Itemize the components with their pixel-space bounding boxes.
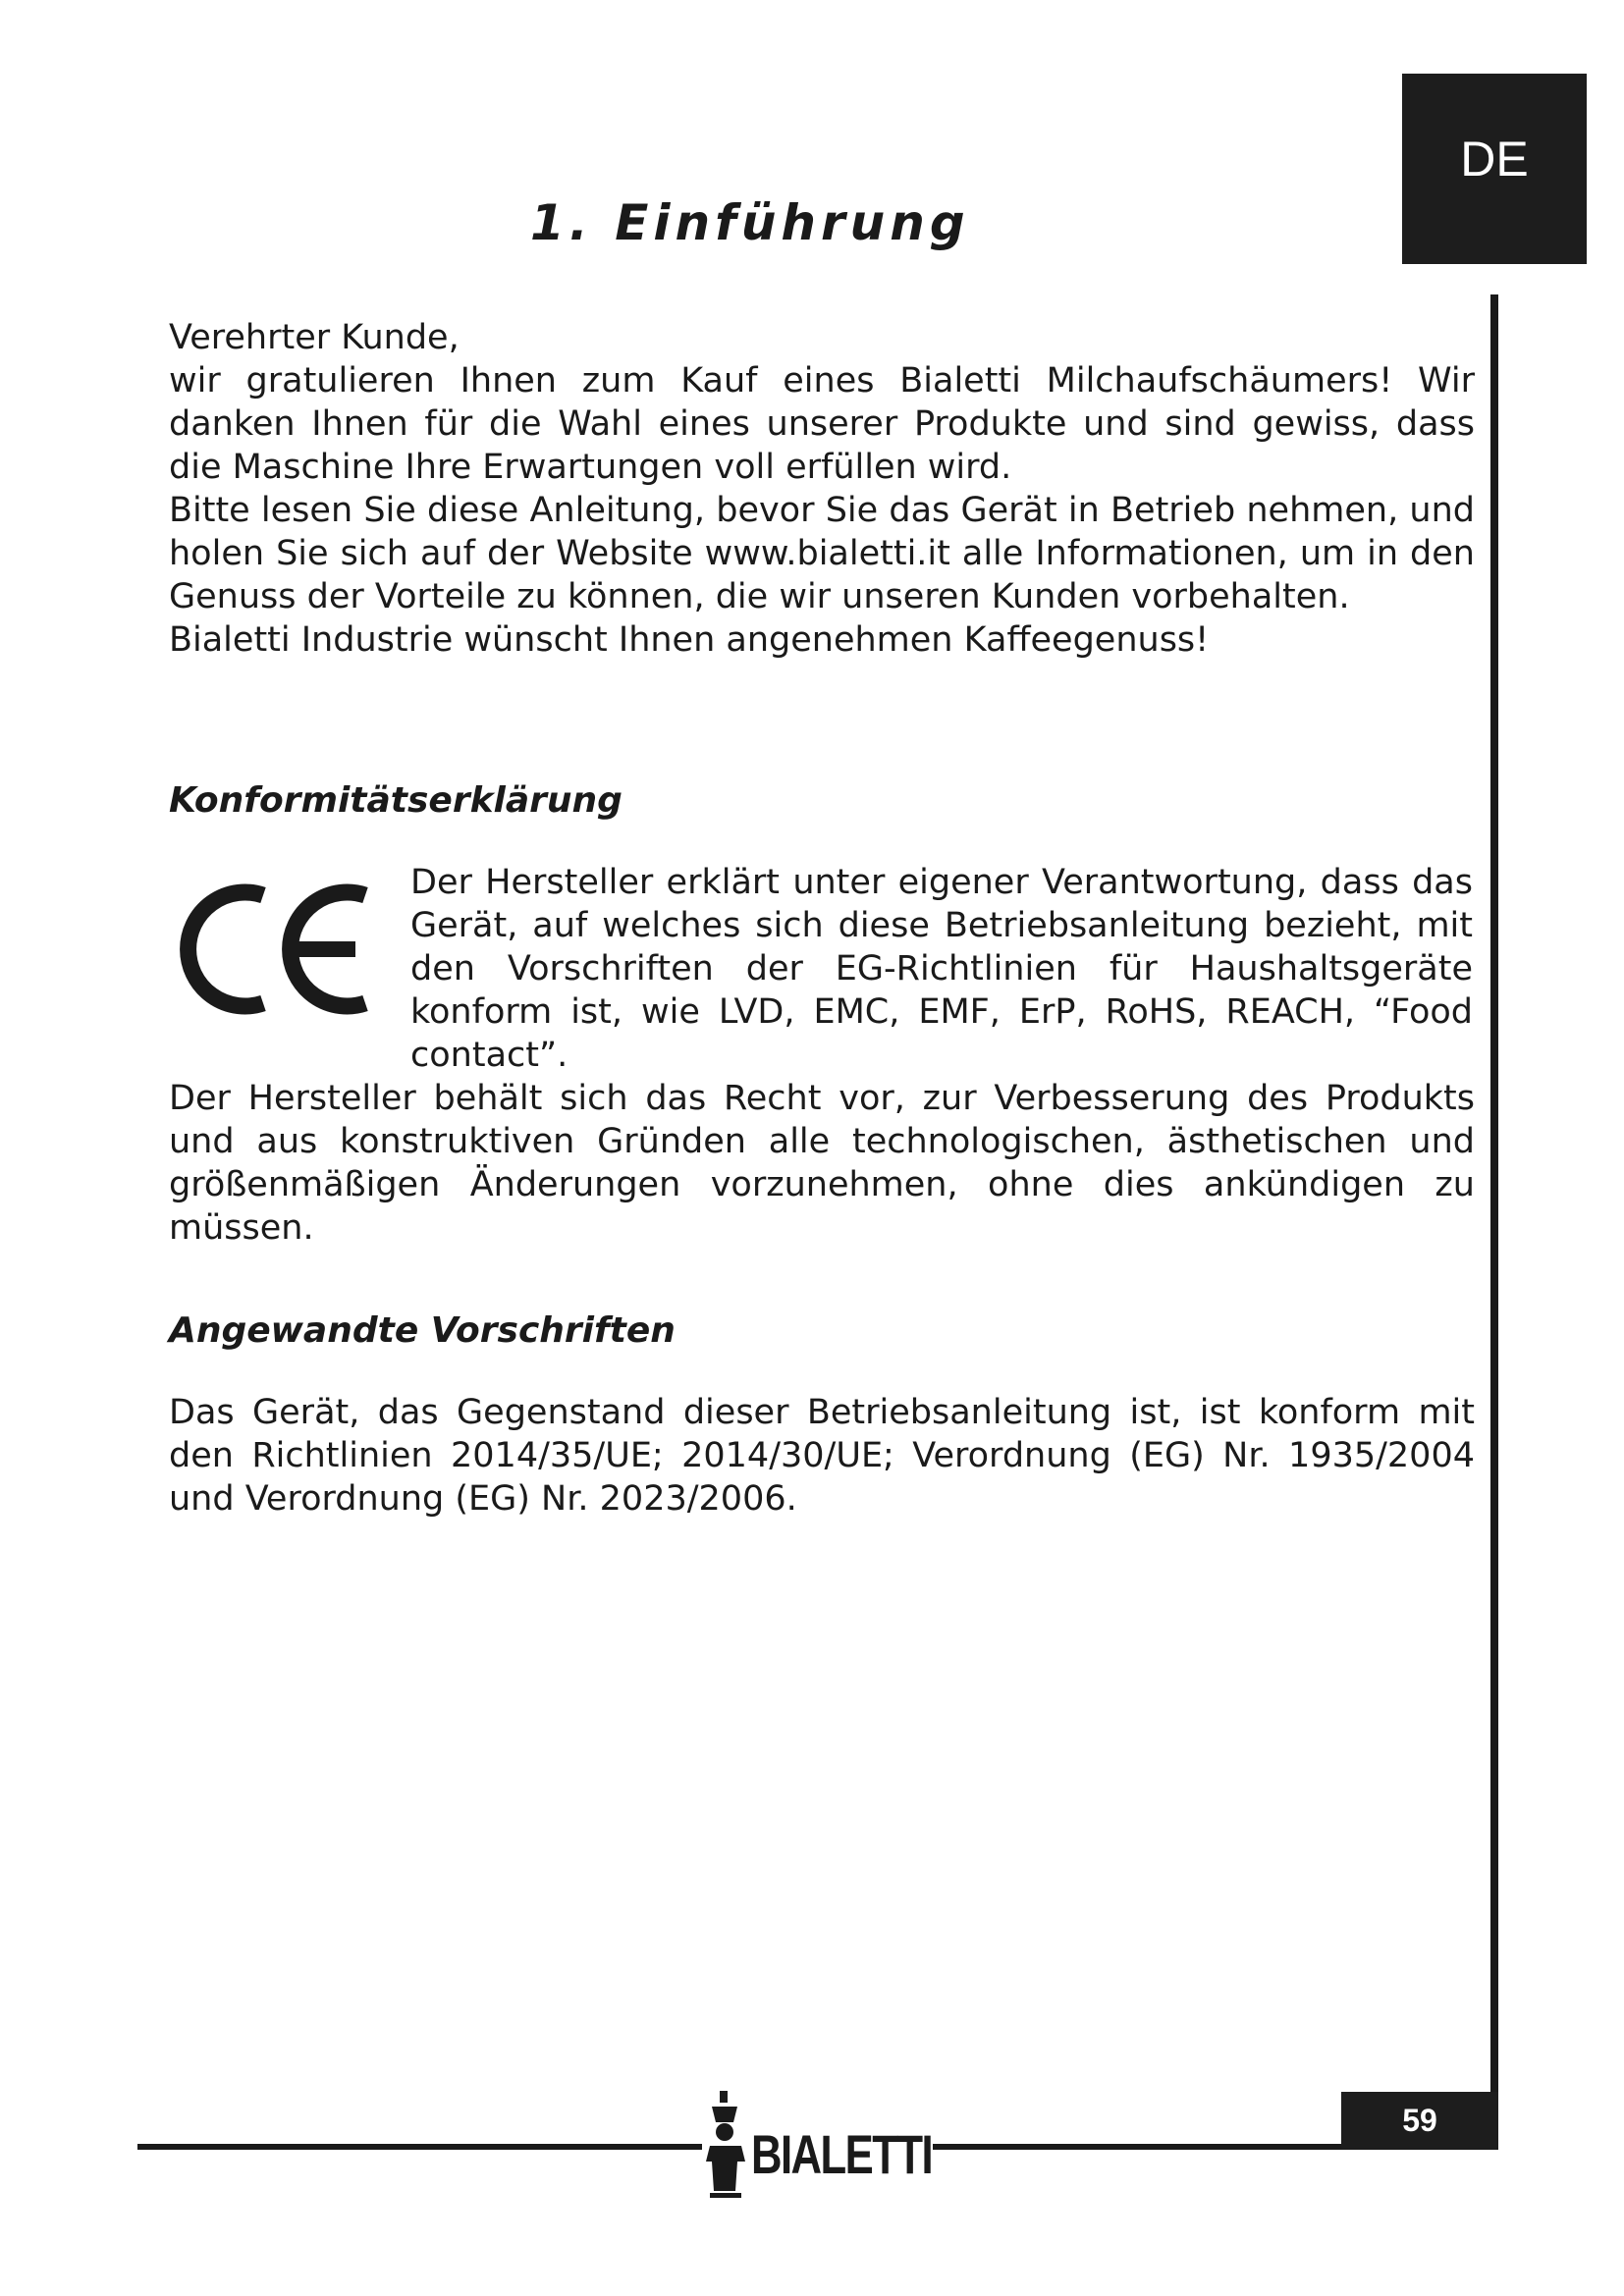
footer-rule-left: [137, 2144, 702, 2150]
intro-salutation: Verehrter Kunde,: [169, 318, 460, 357]
bialetti-logo: [702, 2083, 933, 2201]
language-tab: DE: [1402, 74, 1587, 264]
moka-man-icon: [702, 2083, 751, 2201]
manufacturer-reservation-text: Der Hersteller behält sich das Recht vor, zur Verbesserung des Produkts und aus konstruktiven Gründen alle technologischen, ästhetischen und größenmäßigen Änderungen vorzunehmen, ohne dies ankündigen zu müssen.: [169, 1079, 1475, 1248]
intro-paragraph: [169, 316, 1475, 662]
page-title: 1. Einführung: [530, 194, 970, 251]
regulations-heading: Angewandte Vorschriften: [169, 1310, 676, 1351]
regulations-text: Das Gerät, das Gegenstand dieser Betriebsanleitung ist, ist konform mit den Richtlinien 2014/35/UE; 2014/30/UE; Verordnung (EG) Nr. 1935/2004 und Verordnung (EG) Nr. 2023/2006.: [169, 1393, 1475, 1519]
page-number: 59: [1341, 2092, 1498, 2149]
intro-congratulations: wir gratulieren Ihnen zum Kauf eines Bialetti Milchaufschäumers! Wir danken Ihnen für die Wahl eines unserer Produkte und sind gewiss, dass die Maschine Ihre Erwartungen voll erfüllen wird.: [169, 361, 1475, 487]
ce-declaration-text: Der Hersteller erklärt unter eigener Verantwortung, dass das Gerät, auf welches sich diese Betriebsanleitung bezieht, mit den Vorschriften der EG-Richtlinien für Haushaltsgeräte konform ist, wie LVD, EMC, EMF, ErP, RoHS, REACH, “Food contact”.: [410, 863, 1473, 1075]
vertical-rule: [1490, 294, 1498, 2150]
logo-wordmark: BIALETTI: [751, 2123, 933, 2185]
intro-closing: Bialetti Industrie wünscht Ihnen angenehmen Kaffeegenuss!: [169, 620, 1210, 660]
ce-mark-icon: [177, 876, 373, 1023]
intro-instructions: Bitte lesen Sie diese Anleitung, bevor Sie das Gerät in Betrieb nehmen, und holen Sie sich auf der Website www.bialetti.it alle Informationen, um in den Genuss der Vorteile zu können, die wir unseren Kunden vorbehalten.: [169, 491, 1475, 616]
conformity-heading: Konformitätserklärung: [169, 780, 623, 821]
